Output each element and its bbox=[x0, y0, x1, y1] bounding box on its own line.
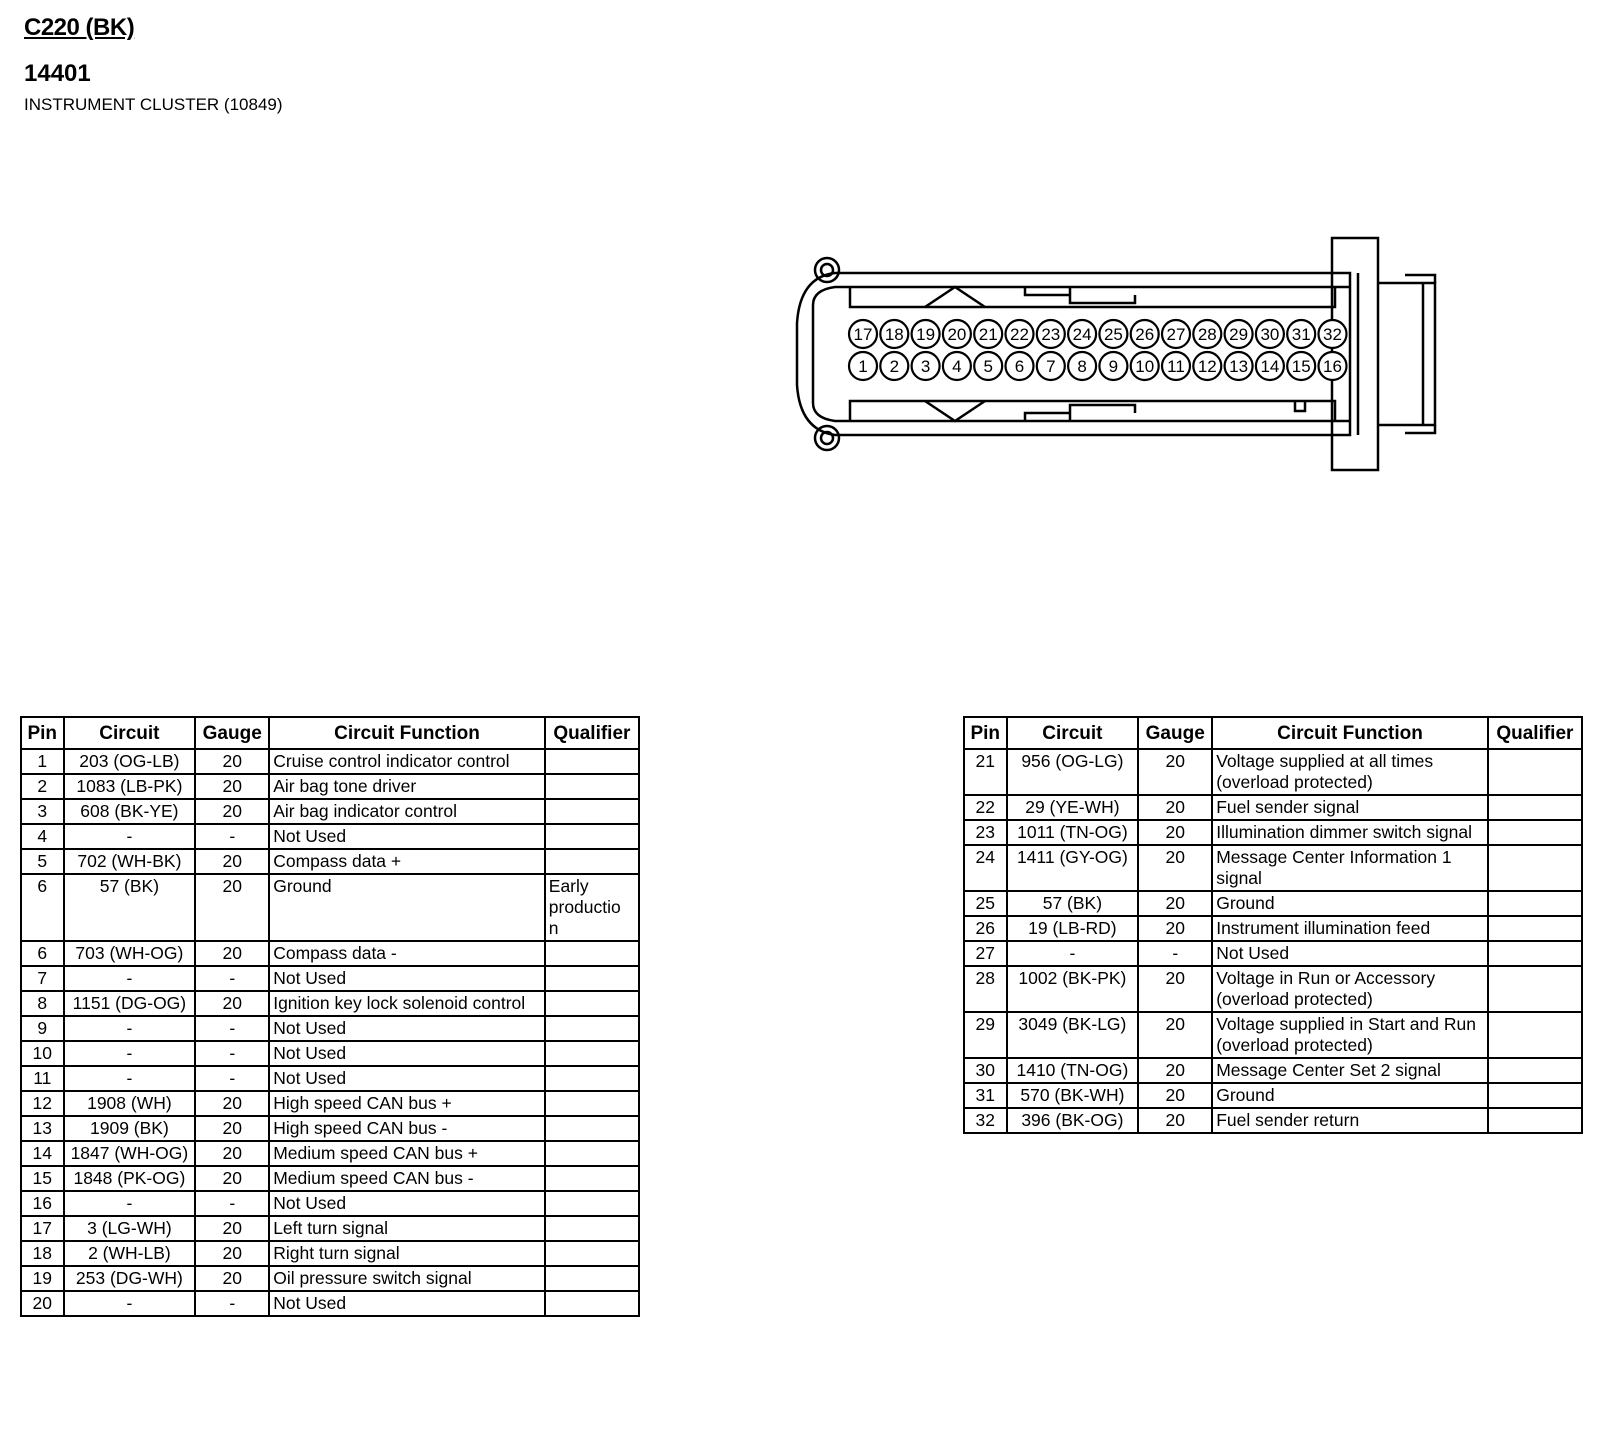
cell-circuit: 253 (DG-WH) bbox=[64, 1266, 196, 1291]
header-circuit: Circuit bbox=[64, 717, 196, 749]
cell-circuit-function: Not Used bbox=[269, 1066, 545, 1091]
table-row bbox=[964, 1083, 1582, 1108]
cell-circuit: 956 (OG-LG) bbox=[1007, 749, 1139, 795]
cell-circuit-function: Message Center Information 1 signal bbox=[1212, 845, 1488, 891]
cell-pin: 5 bbox=[21, 849, 64, 874]
cell-qualifier bbox=[1488, 941, 1582, 966]
pin-number-label: 6 bbox=[1014, 357, 1025, 376]
cell-circuit-function: Medium speed CAN bus + bbox=[269, 1141, 545, 1166]
header-circuit-function: Circuit Function bbox=[269, 717, 545, 749]
cell-circuit: 570 (BK-WH) bbox=[1007, 1083, 1139, 1108]
cell-circuit-function: Oil pressure switch signal bbox=[269, 1266, 545, 1291]
cell-circuit-function: Compass data + bbox=[269, 849, 545, 874]
part-number: 14401 bbox=[24, 60, 91, 87]
cell-gauge: 20 bbox=[1138, 1083, 1212, 1108]
cell-gauge: 20 bbox=[1138, 795, 1212, 820]
cell-qualifier: Early productio n bbox=[545, 874, 639, 941]
cell-circuit-function: High speed CAN bus + bbox=[269, 1091, 545, 1116]
cell-circuit-function: Medium speed CAN bus - bbox=[269, 1166, 545, 1191]
table-row bbox=[21, 1216, 639, 1241]
cell-qualifier bbox=[1488, 1108, 1582, 1133]
connector-face-diagram bbox=[795, 235, 1475, 480]
cell-pin: 11 bbox=[21, 1066, 64, 1091]
cell-qualifier bbox=[545, 966, 639, 991]
cell-gauge: - bbox=[195, 966, 269, 991]
cell-circuit-function: Voltage in Run or Accessory (overload protected) bbox=[1212, 966, 1488, 1012]
cell-gauge: - bbox=[195, 1291, 269, 1316]
pin-number-label: 16 bbox=[1323, 357, 1342, 376]
cell-gauge: 20 bbox=[195, 1241, 269, 1266]
cell-circuit-function: Instrument illumination feed bbox=[1212, 916, 1488, 941]
table-row bbox=[964, 845, 1582, 891]
cell-pin: 8 bbox=[21, 991, 64, 1016]
table-row bbox=[964, 941, 1582, 966]
pin-number-label: 19 bbox=[916, 325, 936, 344]
cell-qualifier bbox=[1488, 820, 1582, 845]
table-row bbox=[21, 1191, 639, 1216]
cell-circuit: 203 (OG-LB) bbox=[64, 749, 196, 774]
cell-gauge: 20 bbox=[195, 849, 269, 874]
table-row bbox=[964, 1108, 1582, 1133]
pin-number-label: 3 bbox=[920, 357, 931, 376]
cell-gauge: - bbox=[195, 824, 269, 849]
cell-circuit: 1083 (LB-PK) bbox=[64, 774, 196, 799]
cell-gauge: 20 bbox=[195, 799, 269, 824]
cell-pin: 18 bbox=[21, 1241, 64, 1266]
pin-number-label: 27 bbox=[1166, 325, 1186, 344]
cell-circuit-function: Air bag tone driver bbox=[269, 774, 545, 799]
pin-number-label: 28 bbox=[1197, 325, 1217, 344]
cell-qualifier bbox=[1488, 1058, 1582, 1083]
cell-circuit: 1848 (PK-OG) bbox=[64, 1166, 196, 1191]
cell-circuit: 1909 (BK) bbox=[64, 1116, 196, 1141]
table-row bbox=[21, 1266, 639, 1291]
cell-circuit: - bbox=[64, 1291, 196, 1316]
header-circuit: Circuit bbox=[1007, 717, 1139, 749]
cell-gauge: 20 bbox=[195, 941, 269, 966]
cell-qualifier bbox=[545, 991, 639, 1016]
cell-circuit: - bbox=[64, 966, 196, 991]
table-row bbox=[21, 1116, 639, 1141]
table-row bbox=[21, 1241, 639, 1266]
pin-number-label: 30 bbox=[1260, 325, 1280, 344]
table-row bbox=[21, 874, 639, 941]
cell-pin: 28 bbox=[964, 966, 1007, 1012]
cell-circuit: 1002 (BK-PK) bbox=[1007, 966, 1139, 1012]
table-row bbox=[964, 749, 1582, 795]
pin-number-label: 11 bbox=[1167, 357, 1185, 376]
pin-number-label: 15 bbox=[1291, 357, 1311, 376]
table-header-row bbox=[964, 717, 1582, 749]
cell-gauge: - bbox=[195, 1191, 269, 1216]
cell-qualifier bbox=[1488, 891, 1582, 916]
cell-qualifier bbox=[545, 1191, 639, 1216]
header-pin: Pin bbox=[964, 717, 1007, 749]
cell-qualifier bbox=[1488, 795, 1582, 820]
table-header-row bbox=[21, 717, 639, 749]
cell-circuit-function: Message Center Set 2 signal bbox=[1212, 1058, 1488, 1083]
pin-number-label: 29 bbox=[1229, 325, 1249, 344]
cell-gauge: 20 bbox=[195, 1166, 269, 1191]
cell-qualifier bbox=[545, 1091, 639, 1116]
cell-pin: 7 bbox=[21, 966, 64, 991]
table-row bbox=[21, 991, 639, 1016]
cell-circuit-function: Left turn signal bbox=[269, 1216, 545, 1241]
cell-pin: 21 bbox=[964, 749, 1007, 795]
cell-gauge: 20 bbox=[195, 1266, 269, 1291]
table-row bbox=[964, 891, 1582, 916]
header-gauge: Gauge bbox=[1138, 717, 1212, 749]
pin-number-label: 14 bbox=[1260, 357, 1280, 376]
cell-pin: 19 bbox=[21, 1266, 64, 1291]
cell-circuit-function: Not Used bbox=[269, 966, 545, 991]
table-row bbox=[21, 1016, 639, 1041]
cell-pin: 17 bbox=[21, 1216, 64, 1241]
cell-qualifier bbox=[545, 1166, 639, 1191]
cell-circuit: 2 (WH-LB) bbox=[64, 1241, 196, 1266]
pin-number-label: 18 bbox=[884, 325, 904, 344]
cell-gauge: 20 bbox=[195, 991, 269, 1016]
cell-circuit: 1847 (WH-OG) bbox=[64, 1141, 196, 1166]
pin-number-label: 2 bbox=[889, 357, 900, 376]
pin-number-label: 1 bbox=[858, 357, 868, 376]
cell-circuit-function: Ignition key lock solenoid control bbox=[269, 991, 545, 1016]
header-pin: Pin bbox=[21, 717, 64, 749]
cell-pin: 16 bbox=[21, 1191, 64, 1216]
pin-number-label: 8 bbox=[1077, 357, 1087, 376]
cell-pin: 13 bbox=[21, 1116, 64, 1141]
table-row bbox=[21, 1166, 639, 1191]
cell-circuit-function: Not Used bbox=[269, 1041, 545, 1066]
cell-circuit: 3049 (BK-LG) bbox=[1007, 1012, 1139, 1058]
cell-qualifier bbox=[545, 824, 639, 849]
pin-number-label: 4 bbox=[952, 357, 962, 376]
cell-qualifier bbox=[545, 1016, 639, 1041]
cell-gauge: 20 bbox=[1138, 966, 1212, 1012]
part-description: INSTRUMENT CLUSTER (10849) bbox=[24, 95, 283, 114]
cell-qualifier bbox=[545, 849, 639, 874]
cell-gauge: 20 bbox=[1138, 1058, 1212, 1083]
cell-circuit: 703 (WH-OG) bbox=[64, 941, 196, 966]
header-gauge: Gauge bbox=[195, 717, 269, 749]
cell-circuit: 608 (BK-YE) bbox=[64, 799, 196, 824]
table-row bbox=[21, 1091, 639, 1116]
pin-number-label: 9 bbox=[1108, 357, 1119, 376]
cell-pin: 9 bbox=[21, 1016, 64, 1041]
cell-qualifier bbox=[545, 1116, 639, 1141]
cell-gauge: 20 bbox=[195, 874, 269, 941]
cell-circuit-function: High speed CAN bus - bbox=[269, 1116, 545, 1141]
table-row bbox=[21, 824, 639, 849]
pin-number-label: 10 bbox=[1135, 357, 1155, 376]
pin-number-label: 5 bbox=[983, 357, 993, 376]
cell-circuit: - bbox=[1007, 941, 1139, 966]
cell-circuit: - bbox=[64, 1191, 196, 1216]
cell-pin: 6 bbox=[21, 941, 64, 966]
cell-circuit: 57 (BK) bbox=[1007, 891, 1139, 916]
cell-pin: 24 bbox=[964, 845, 1007, 891]
cell-circuit-function: Voltage supplied at all times (overload protected) bbox=[1212, 749, 1488, 795]
table-row bbox=[21, 849, 639, 874]
cell-circuit-function: Air bag indicator control bbox=[269, 799, 545, 824]
table-row bbox=[21, 774, 639, 799]
cell-circuit: 29 (YE-WH) bbox=[1007, 795, 1139, 820]
cell-qualifier bbox=[545, 774, 639, 799]
cell-qualifier bbox=[545, 799, 639, 824]
cell-qualifier bbox=[1488, 966, 1582, 1012]
cell-pin: 2 bbox=[21, 774, 64, 799]
pin-number-label: 23 bbox=[1041, 325, 1061, 344]
cell-pin: 22 bbox=[964, 795, 1007, 820]
cell-circuit: 1011 (TN-OG) bbox=[1007, 820, 1139, 845]
cell-pin: 3 bbox=[21, 799, 64, 824]
table-row bbox=[21, 1066, 639, 1091]
cell-circuit-function: Ground bbox=[1212, 891, 1488, 916]
cell-pin: 25 bbox=[964, 891, 1007, 916]
cell-circuit: 57 (BK) bbox=[64, 874, 196, 941]
pinout-table-pins-21-32 bbox=[963, 716, 1583, 1134]
pin-number-label: 22 bbox=[1010, 325, 1029, 344]
pin-number-label: 25 bbox=[1103, 325, 1123, 344]
cell-gauge: 20 bbox=[1138, 916, 1212, 941]
cell-circuit-function: Not Used bbox=[269, 1191, 545, 1216]
cell-gauge: 20 bbox=[1138, 1108, 1212, 1133]
cell-gauge: 20 bbox=[195, 749, 269, 774]
cell-qualifier bbox=[1488, 916, 1582, 941]
cell-circuit-function: Cruise control indicator control bbox=[269, 749, 545, 774]
pin-number-label: 32 bbox=[1323, 325, 1342, 344]
cell-pin: 12 bbox=[21, 1091, 64, 1116]
cell-circuit: - bbox=[64, 1016, 196, 1041]
table-row bbox=[21, 799, 639, 824]
cell-circuit: 1411 (GY-OG) bbox=[1007, 845, 1139, 891]
pin-number-label: 13 bbox=[1229, 357, 1249, 376]
cell-qualifier bbox=[545, 1266, 639, 1291]
cell-circuit: - bbox=[64, 824, 196, 849]
cell-pin: 1 bbox=[21, 749, 64, 774]
table-row bbox=[964, 1012, 1582, 1058]
cell-qualifier bbox=[545, 1291, 639, 1316]
table-row bbox=[964, 1058, 1582, 1083]
cell-qualifier bbox=[545, 1041, 639, 1066]
cell-pin: 23 bbox=[964, 820, 1007, 845]
cell-circuit-function: Ground bbox=[1212, 1083, 1488, 1108]
cell-circuit-function: Compass data - bbox=[269, 941, 545, 966]
cell-circuit: 1908 (WH) bbox=[64, 1091, 196, 1116]
header-circuit-function: Circuit Function bbox=[1212, 717, 1488, 749]
cell-circuit: - bbox=[64, 1066, 196, 1091]
cell-qualifier bbox=[1488, 749, 1582, 795]
cell-circuit: 396 (BK-OG) bbox=[1007, 1108, 1139, 1133]
cell-qualifier bbox=[545, 749, 639, 774]
cell-circuit-function: Right turn signal bbox=[269, 1241, 545, 1266]
cell-pin: 26 bbox=[964, 916, 1007, 941]
cell-gauge: 20 bbox=[195, 1116, 269, 1141]
cell-gauge: 20 bbox=[195, 1091, 269, 1116]
cell-circuit: 19 (LB-RD) bbox=[1007, 916, 1139, 941]
cell-gauge: - bbox=[195, 1041, 269, 1066]
cell-circuit-function: Not Used bbox=[269, 1291, 545, 1316]
pin-number-label: 31 bbox=[1291, 325, 1311, 344]
cell-qualifier bbox=[545, 1141, 639, 1166]
cell-pin: 29 bbox=[964, 1012, 1007, 1058]
cell-pin: 10 bbox=[21, 1041, 64, 1066]
header-qualifier: Qualifier bbox=[545, 717, 639, 749]
cell-pin: 15 bbox=[21, 1166, 64, 1191]
cell-gauge: 20 bbox=[1138, 749, 1212, 795]
table-row bbox=[964, 916, 1582, 941]
table-row bbox=[964, 795, 1582, 820]
pin-number-label: 26 bbox=[1135, 325, 1155, 344]
cell-pin: 6 bbox=[21, 874, 64, 941]
table-row bbox=[21, 1141, 639, 1166]
cell-gauge: - bbox=[195, 1066, 269, 1091]
cell-qualifier bbox=[1488, 1012, 1582, 1058]
pin-number-label: 24 bbox=[1072, 325, 1092, 344]
cell-gauge: 20 bbox=[195, 1216, 269, 1241]
cell-circuit: 1410 (TN-OG) bbox=[1007, 1058, 1139, 1083]
cell-qualifier bbox=[545, 1066, 639, 1091]
cell-gauge: 20 bbox=[195, 1141, 269, 1166]
cell-pin: 31 bbox=[964, 1083, 1007, 1108]
pin-number-label: 7 bbox=[1046, 357, 1056, 376]
pin-layer bbox=[849, 320, 1347, 380]
cell-circuit-function: Fuel sender signal bbox=[1212, 795, 1488, 820]
cell-circuit-function: Voltage supplied in Start and Run (overload protected) bbox=[1212, 1012, 1488, 1058]
cell-pin: 32 bbox=[964, 1108, 1007, 1133]
table-row bbox=[964, 820, 1582, 845]
cell-circuit-function: Ground bbox=[269, 874, 545, 941]
cell-circuit-function: Illumination dimmer switch signal bbox=[1212, 820, 1488, 845]
cell-gauge: - bbox=[195, 1016, 269, 1041]
header-qualifier: Qualifier bbox=[1488, 717, 1582, 749]
cell-circuit-function: Not Used bbox=[1212, 941, 1488, 966]
table-row bbox=[21, 1041, 639, 1066]
cell-qualifier bbox=[545, 941, 639, 966]
cell-circuit-function: Not Used bbox=[269, 1016, 545, 1041]
cell-pin: 20 bbox=[21, 1291, 64, 1316]
table-row bbox=[21, 749, 639, 774]
cell-gauge: 20 bbox=[195, 774, 269, 799]
cell-circuit: 702 (WH-BK) bbox=[64, 849, 196, 874]
connector-title: C220 (BK) bbox=[24, 14, 135, 41]
cell-gauge: 20 bbox=[1138, 820, 1212, 845]
table-row bbox=[21, 966, 639, 991]
cell-qualifier bbox=[1488, 1083, 1582, 1108]
cell-qualifier bbox=[545, 1241, 639, 1266]
pin-number-label: 20 bbox=[947, 325, 967, 344]
cell-pin: 4 bbox=[21, 824, 64, 849]
pinout-table-pins-1-20 bbox=[20, 716, 640, 1317]
table-row bbox=[964, 966, 1582, 1012]
cell-pin: 27 bbox=[964, 941, 1007, 966]
table-row bbox=[21, 1291, 639, 1316]
cell-qualifier bbox=[1488, 845, 1582, 891]
cell-qualifier bbox=[545, 1216, 639, 1241]
cell-circuit-function: Not Used bbox=[269, 824, 545, 849]
table-row bbox=[21, 941, 639, 966]
cell-gauge: 20 bbox=[1138, 845, 1212, 891]
cell-circuit: 1151 (DG-OG) bbox=[64, 991, 196, 1016]
cell-circuit: - bbox=[64, 1041, 196, 1066]
cell-pin: 30 bbox=[964, 1058, 1007, 1083]
cell-gauge: 20 bbox=[1138, 891, 1212, 916]
pin-number-label: 17 bbox=[853, 325, 873, 344]
cell-circuit: 3 (LG-WH) bbox=[64, 1216, 196, 1241]
cell-circuit-function: Fuel sender return bbox=[1212, 1108, 1488, 1133]
cell-pin: 14 bbox=[21, 1141, 64, 1166]
cell-gauge: - bbox=[1138, 941, 1212, 966]
cell-gauge: 20 bbox=[1138, 1012, 1212, 1058]
pin-number-label: 21 bbox=[978, 325, 998, 344]
pin-number-label: 12 bbox=[1197, 357, 1217, 376]
